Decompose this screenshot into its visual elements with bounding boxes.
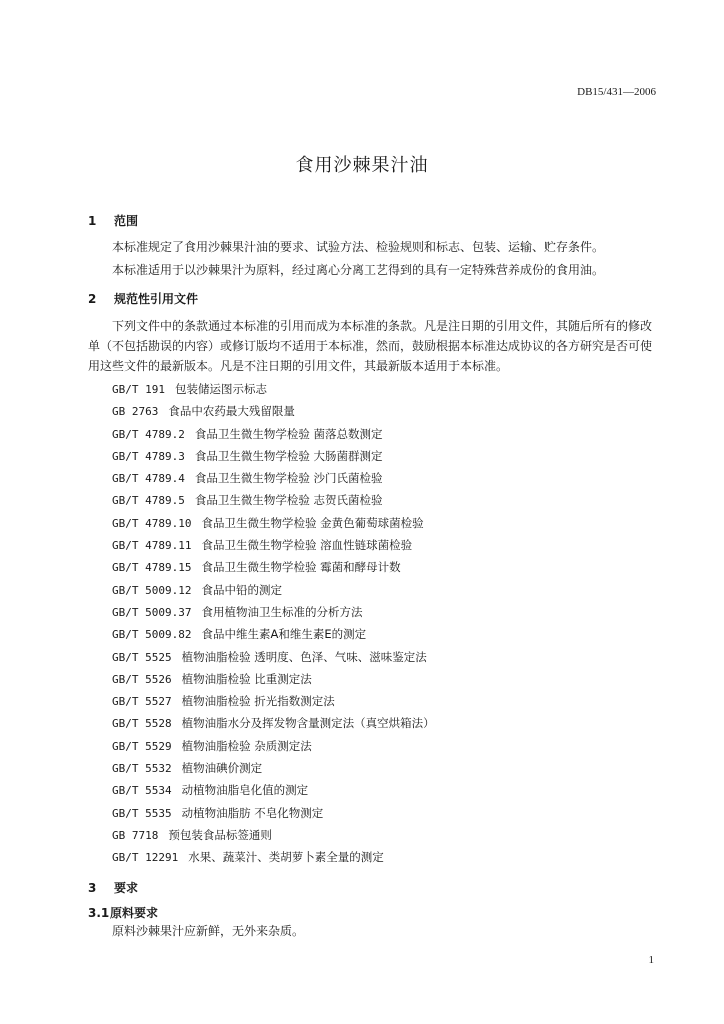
- reference-title: 动植物油脂肪 不皂化物测定: [181, 805, 324, 820]
- reference-title: 水果、蔬菜汁、类胡萝卜素全量的测定: [188, 850, 384, 865]
- reference-item: [112, 623, 435, 645]
- section-2-intro: 下列文件中的条款通过本标准的引用而成为本标准的条款。凡是注日期的引用文件，其随后所有的修改单（不包括勘误的内容）或修订版均不适用于本标准，然而，鼓励根据本标准达成协议的各方研究是否可使用这些文件的最新版本。凡是不注日期的引用文件，其最新版本适用于本标准。: [88, 319, 653, 373]
- section-3-1-text: 原料沙棘果汁应新鲜，无外来杂质。: [112, 924, 305, 938]
- reference-title: 预包装食品标签通则: [168, 827, 272, 842]
- reference-code: GB/T 4789.4: [112, 472, 185, 486]
- reference-item: [112, 668, 435, 690]
- reference-code: GB/T 5535: [112, 806, 172, 820]
- reference-code: GB/T 4789.3: [112, 449, 185, 463]
- section-2-heading: [88, 290, 198, 307]
- reference-item: [112, 824, 435, 846]
- reference-title: 食品中铅的测定: [201, 582, 282, 597]
- section-title: 范围: [114, 214, 139, 228]
- reference-code: GB/T 4789.2: [112, 427, 185, 441]
- reference-code: GB/T 4789.5: [112, 494, 185, 508]
- reference-title: 食品中农药最大残留限量: [168, 404, 295, 419]
- reference-code: GB/T 5525: [112, 650, 172, 664]
- reference-code: GB/T 4789.15: [112, 561, 192, 575]
- reference-list: [112, 378, 435, 869]
- reference-item: [112, 512, 435, 534]
- subsection-title: 原料要求: [110, 906, 159, 920]
- reference-title: 食品卫生微生物学检验 沙门氏菌检验: [194, 471, 383, 486]
- reference-code: GB/T 191: [112, 383, 165, 396]
- section-title: 规范性引用文件: [114, 292, 199, 306]
- reference-item: [112, 757, 435, 779]
- reference-title: 植物油脂检验 折光指数测定法: [181, 694, 335, 709]
- reference-title: 食品卫生微生物学检验 金黄色葡萄球菌检验: [201, 515, 424, 530]
- reference-title: 食品卫生微生物学检验 大肠菌群测定: [194, 448, 383, 463]
- reference-code: GB/T 5009.37: [112, 605, 192, 619]
- reference-title: 食品中维生素A和维生素E的测定: [201, 627, 367, 642]
- section-title: 要求: [114, 881, 139, 895]
- reference-code: GB/T 5529: [112, 739, 172, 753]
- section-3-heading: [88, 879, 138, 896]
- reference-item: [112, 690, 435, 712]
- reference-code: GB 7718: [112, 828, 159, 842]
- reference-code: GB/T 5532: [112, 762, 172, 776]
- standard-code: DB15/431—2006: [577, 86, 656, 98]
- reference-item: [112, 712, 435, 734]
- reference-item: [112, 445, 435, 467]
- reference-item: [112, 601, 435, 623]
- reference-title: 植物油脂检验 比重测定法: [181, 671, 312, 686]
- reference-item: [112, 423, 435, 445]
- reference-title: 植物油脂检验 透明度、色泽、气味、滋味鉴定法: [181, 649, 427, 664]
- reference-item: [112, 802, 435, 824]
- reference-title: 植物油脂检验 杂质测定法: [181, 738, 312, 753]
- reference-title: 植物油脂水分及挥发物含量测定法（真空烘箱法）: [181, 716, 435, 731]
- reference-code: GB/T 5528: [112, 717, 172, 731]
- reference-title: 食品卫生微生物学检验 志贺氏菌检验: [194, 493, 383, 508]
- reference-item: [112, 556, 435, 578]
- document-title: 食用沙棘果汁油: [295, 155, 429, 176]
- reference-code: GB 2763: [112, 405, 159, 419]
- reference-item: [112, 400, 435, 422]
- reference-title: 食用植物油卫生标准的分析方法: [201, 604, 363, 619]
- reference-item: [112, 779, 435, 801]
- reference-code: GB/T 4789.10: [112, 516, 192, 530]
- reference-code: GB/T 12291: [112, 851, 179, 865]
- reference-title: 包装储运图示标志: [174, 382, 267, 396]
- reference-title: 动植物油脂皂化值的测定: [181, 783, 309, 798]
- reference-title: 食品卫生微生物学检验 霉菌和酵母计数: [201, 560, 401, 575]
- section-number: 1: [88, 214, 97, 228]
- reference-item: [112, 646, 435, 668]
- reference-title: 食品卫生微生物学检验 菌落总数测定: [194, 426, 383, 441]
- page-number: 1: [648, 954, 654, 966]
- section-1-paragraph-1: 本标准规定了食用沙棘果汁油的要求、试验方法、检验规则和标志、包装、运输、贮存条件。: [112, 240, 605, 254]
- reference-code: GB/T 5527: [112, 695, 172, 709]
- reference-code: GB/T 5009.82: [112, 628, 192, 642]
- reference-code: GB/T 4789.11: [112, 539, 192, 553]
- reference-item: [112, 846, 435, 868]
- reference-title: 植物油碘价测定: [181, 761, 263, 776]
- reference-title: 食品卫生微生物学检验 溶血性链球菌检验: [201, 538, 413, 553]
- subsection-number: 3.1: [88, 906, 110, 920]
- reference-item: [112, 534, 435, 556]
- reference-code: GB/T 5009.12: [112, 583, 192, 597]
- reference-item: [112, 467, 435, 489]
- reference-item: [112, 378, 435, 400]
- reference-item: [112, 735, 435, 757]
- reference-code: GB/T 5534: [112, 784, 172, 798]
- reference-item: [112, 579, 435, 601]
- reference-item: [112, 489, 435, 511]
- reference-code: GB/T 5526: [112, 672, 172, 686]
- section-number: 3: [88, 881, 97, 895]
- section-number: 2: [88, 292, 97, 306]
- section-3-1-heading: [88, 904, 158, 921]
- section-1-heading: [88, 212, 138, 229]
- section-1-paragraph-2: 本标准适用于以沙棘果汁为原料，经过离心分离工艺得到的具有一定特殊营养成份的食用油。: [112, 263, 605, 277]
